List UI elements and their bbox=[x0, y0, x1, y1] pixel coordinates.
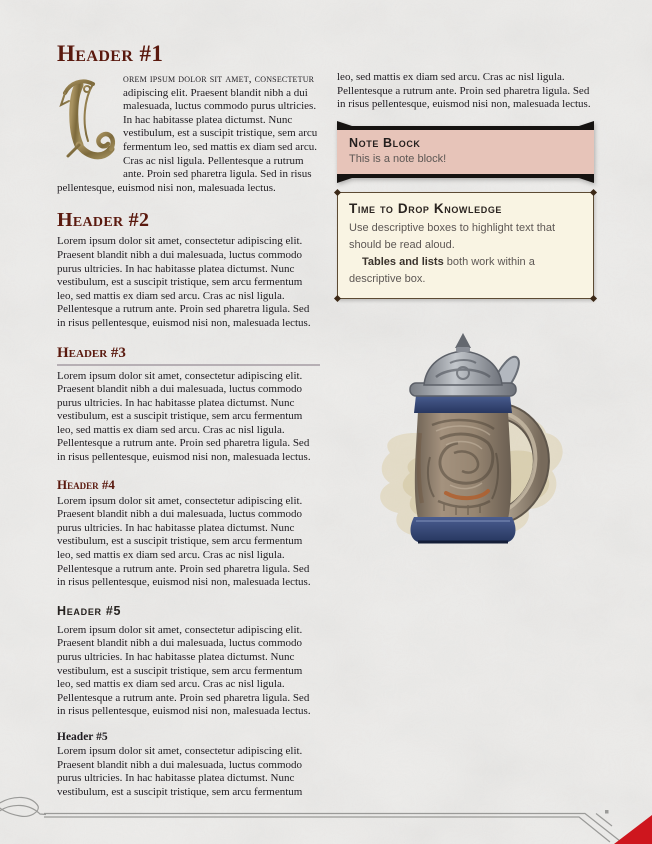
section-heading-6: Header #5 bbox=[57, 730, 108, 743]
descriptive-box bbox=[337, 192, 594, 299]
continuation-paragraph: leo, sed mattis ex diam sed arcu. Cras ac nisl ligula. Pellentesque a rutrum ante. Proin sed pharetra ligula. Sed in risus pellentesque, euismod nisi non, malesuada lectus. bbox=[337, 71, 591, 111]
stein-finial-base bbox=[456, 347, 470, 352]
note-title: Note Block bbox=[349, 135, 421, 150]
note-top-border-icon bbox=[337, 121, 594, 130]
stein-finial bbox=[455, 333, 471, 348]
paragraph-text: Lorem ipsum dolor sit amet, consectetur adipiscing elit. Praesent blandit nibh a dui malesuada, luctus commodo purus ultricies. In hac habitasse platea dictumst. Nunc vestibulum, est a suscipit tristique, sem arcu fermentum leo, sed mattis ex diam sed arcu. Cras ac nisl ligula. Pellentesque a rutrum ante. Proin sed pharetra ligula. Sed in risus pellentesque, euismod nisi non, malesuada lectus. bbox=[57, 494, 311, 589]
section-heading-2: Header #2 bbox=[57, 209, 150, 232]
red-corner-wedge-icon bbox=[614, 815, 652, 844]
bold-lead-text: Tables and lists bbox=[362, 255, 444, 268]
descriptive-box-title: Time to Drop Knowledge bbox=[349, 200, 503, 216]
note-bottom-border-icon bbox=[337, 174, 594, 183]
ornate-dropcap-letter bbox=[57, 75, 117, 171]
footer-rule-lines bbox=[44, 814, 620, 843]
paragraph-text: adipiscing elit. Praesent blandit nibh a dui malesuada, luctus commodo purus ultricies. In hac habitasse platea dictumst. Nunc vestibulum, est a suscipit tristique, sem arcu fermentum leo, sed mattis ex diam sed arcu. Cras ac nisl ligula. Pellentesque a rutrum ante. Proin sed pharetra ligula. Sed in risus pellentesque, euismod nisi non, malesuada lectus. bbox=[57, 86, 318, 194]
section-heading-5: Header #5 bbox=[57, 603, 122, 618]
corner-diamond-icon bbox=[334, 295, 341, 302]
note-body: This is a note block! bbox=[349, 152, 447, 165]
section-heading-1: Header #1 bbox=[57, 41, 164, 66]
corner-diamond-icon bbox=[334, 189, 341, 196]
right-column bbox=[337, 0, 594, 549]
stein-top-band bbox=[414, 395, 512, 413]
dropcap-L-icon bbox=[57, 75, 117, 171]
bold-rest-text: both work within a descriptive box. bbox=[349, 255, 535, 285]
corner-diamond-icon bbox=[590, 189, 597, 196]
lead-smallcaps-text: orem ipsum dolor sit amet, consectetur bbox=[123, 73, 315, 85]
note-block bbox=[337, 121, 594, 183]
stein-image-container bbox=[337, 333, 594, 549]
footer-square-dot bbox=[605, 810, 609, 814]
paragraph-text: Lorem ipsum dolor sit amet, consectetur adipiscing elit. Praesent blandit nibh a dui malesuada, luctus commodo purus ultricies. In hac habitasse platea dictumst. Nunc vestibulum, est a suscipit tristique, sem arcu fermentum leo, sed mattis ex diam sed arcu. Cras ac nisl ligula. Pellentesque a rutrum ante. Proin sed pharetra ligula. Sed in risus pellentesque, euismod nisi non, malesuada lectus. bbox=[57, 235, 311, 329]
paragraph-text: Lorem ipsum dolor sit amet, consectetur adipiscing elit. Praesent blandit nibh a dui malesuada, luctus commodo purus ultricies. In hac habitasse platea dictumst. Nunc vestibulum, est a suscipit tristique, sem arcu fermentum leo, sed mattis ex diam sed arcu. Cras ac nisl ligula. Pellentesque a rutrum ante. Proin sed pharetra ligula. Sed in risus pellentesque, euismod nisi non, malesuada lectus. bbox=[57, 369, 311, 464]
section-heading-3: Header #3 bbox=[57, 345, 320, 366]
descriptive-box-line bbox=[349, 254, 582, 288]
section-heading-4: Header #4 bbox=[57, 476, 115, 492]
descriptive-box-line: Use descriptive boxes to highlight text that should be read aloud. bbox=[349, 221, 556, 251]
note-content bbox=[337, 130, 594, 174]
leaf-flourish-icon bbox=[0, 797, 46, 816]
corner-diamond-icon bbox=[590, 295, 597, 302]
descriptive-box-body bbox=[349, 220, 582, 288]
paragraph-text: Lorem ipsum dolor sit amet, consectetur adipiscing elit. Praesent blandit nibh a dui malesuada, luctus commodo purus ultricies. In hac habitasse platea dictumst. Nunc vestibulum, est a suscipit tristique, sem arcu fermentum leo, sed mattis ex diam sed arcu. Cras ac nisl ligula. Pellentesque a rutrum ante. Proin sed pharetra ligula. Sed in risus pellentesque, euismod nisi non, malesuada lectus. bbox=[57, 623, 311, 718]
beer-stein-illustration bbox=[360, 333, 572, 549]
paragraph-text-truncated: Lorem ipsum dolor sit amet, consectetur adipiscing elit. Praesent blandit nibh a dui malesuada, luctus commodo purus ultricies. In hac habitasse platea dictumst. Nunc vestibulum, est a suscipit tristique, sem arcu fermentum bbox=[57, 744, 303, 798]
paragraph-dropcap bbox=[57, 73, 320, 195]
left-column bbox=[57, 0, 320, 799]
